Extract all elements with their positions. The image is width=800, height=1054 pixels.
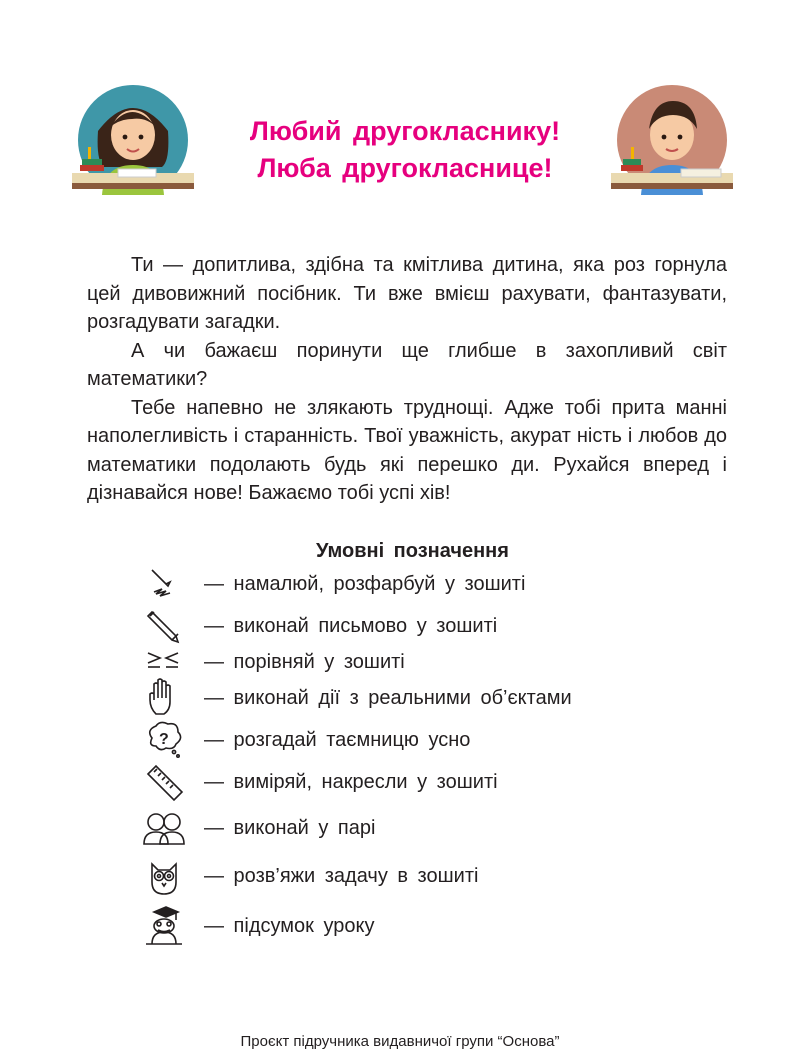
legend-item xyxy=(140,854,478,898)
footer-text: Проєкт підручника видавничої групи “Основа” xyxy=(240,1033,560,1050)
thought-question-icon xyxy=(140,718,188,762)
pencil-scribble-icon xyxy=(140,562,188,606)
legend-text: — виміряй, накресли у зошиті xyxy=(204,770,498,793)
legend-title: Умовні позначення xyxy=(316,540,509,562)
legend-text: — розв’яжи задачу в зошиті xyxy=(204,864,479,887)
pair-icon xyxy=(140,806,188,850)
legend-item xyxy=(140,904,374,948)
intro-paragraph: Ти — допитлива, здібна та кмітлива дитина, яка роз горнула цей дивовижний посібник. Ти вже вмієш рахувати, фантазувати, розгадувати загадки. xyxy=(87,254,727,333)
legend-item xyxy=(140,676,572,720)
legend-item xyxy=(140,760,498,804)
legend-text: — порівняй у зошиті xyxy=(204,650,405,673)
page-title xyxy=(200,113,610,187)
svg-text:?: ? xyxy=(159,731,169,748)
legend-text: — розгадай таємницю усно xyxy=(204,728,471,751)
legend-text: — підсумок уроку xyxy=(204,914,375,937)
hand-icon xyxy=(140,676,188,720)
intro-text xyxy=(87,251,727,508)
frog-graduate-icon xyxy=(140,904,188,948)
legend-text: — виконай у парі xyxy=(204,816,376,839)
boy-student-illustration xyxy=(607,85,737,195)
legend-text: — виконай письмово у зошиті xyxy=(204,614,498,637)
ruler-icon xyxy=(140,760,188,804)
intro-paragraph: Тебе напевно не злякають труднощі. Адже тобі прита манні наполегливість і старанність. Твої уважність, акурат ність і любов до математики подолають будь які перешко ди. Рухайся вперед і дізнавайся нове! Бажаємо тобі успі хів! xyxy=(87,396,727,504)
legend-text: — намалюй, розфарбуй у зошиті xyxy=(204,572,526,595)
legend-item xyxy=(140,806,375,850)
girl-student-illustration xyxy=(68,85,198,195)
intro-paragraph: А чи бажаєш поринути ще глибше в захопливий світ математики? xyxy=(87,339,727,390)
legend-text: — виконай дії з реальними об’єктами xyxy=(204,686,572,709)
title-line-1: Любий другокласнику! xyxy=(249,116,561,146)
legend-item xyxy=(140,562,525,606)
owl-icon xyxy=(140,854,188,898)
title-line-2: Люба другокласнице! xyxy=(257,153,553,183)
legend-item xyxy=(140,718,470,762)
